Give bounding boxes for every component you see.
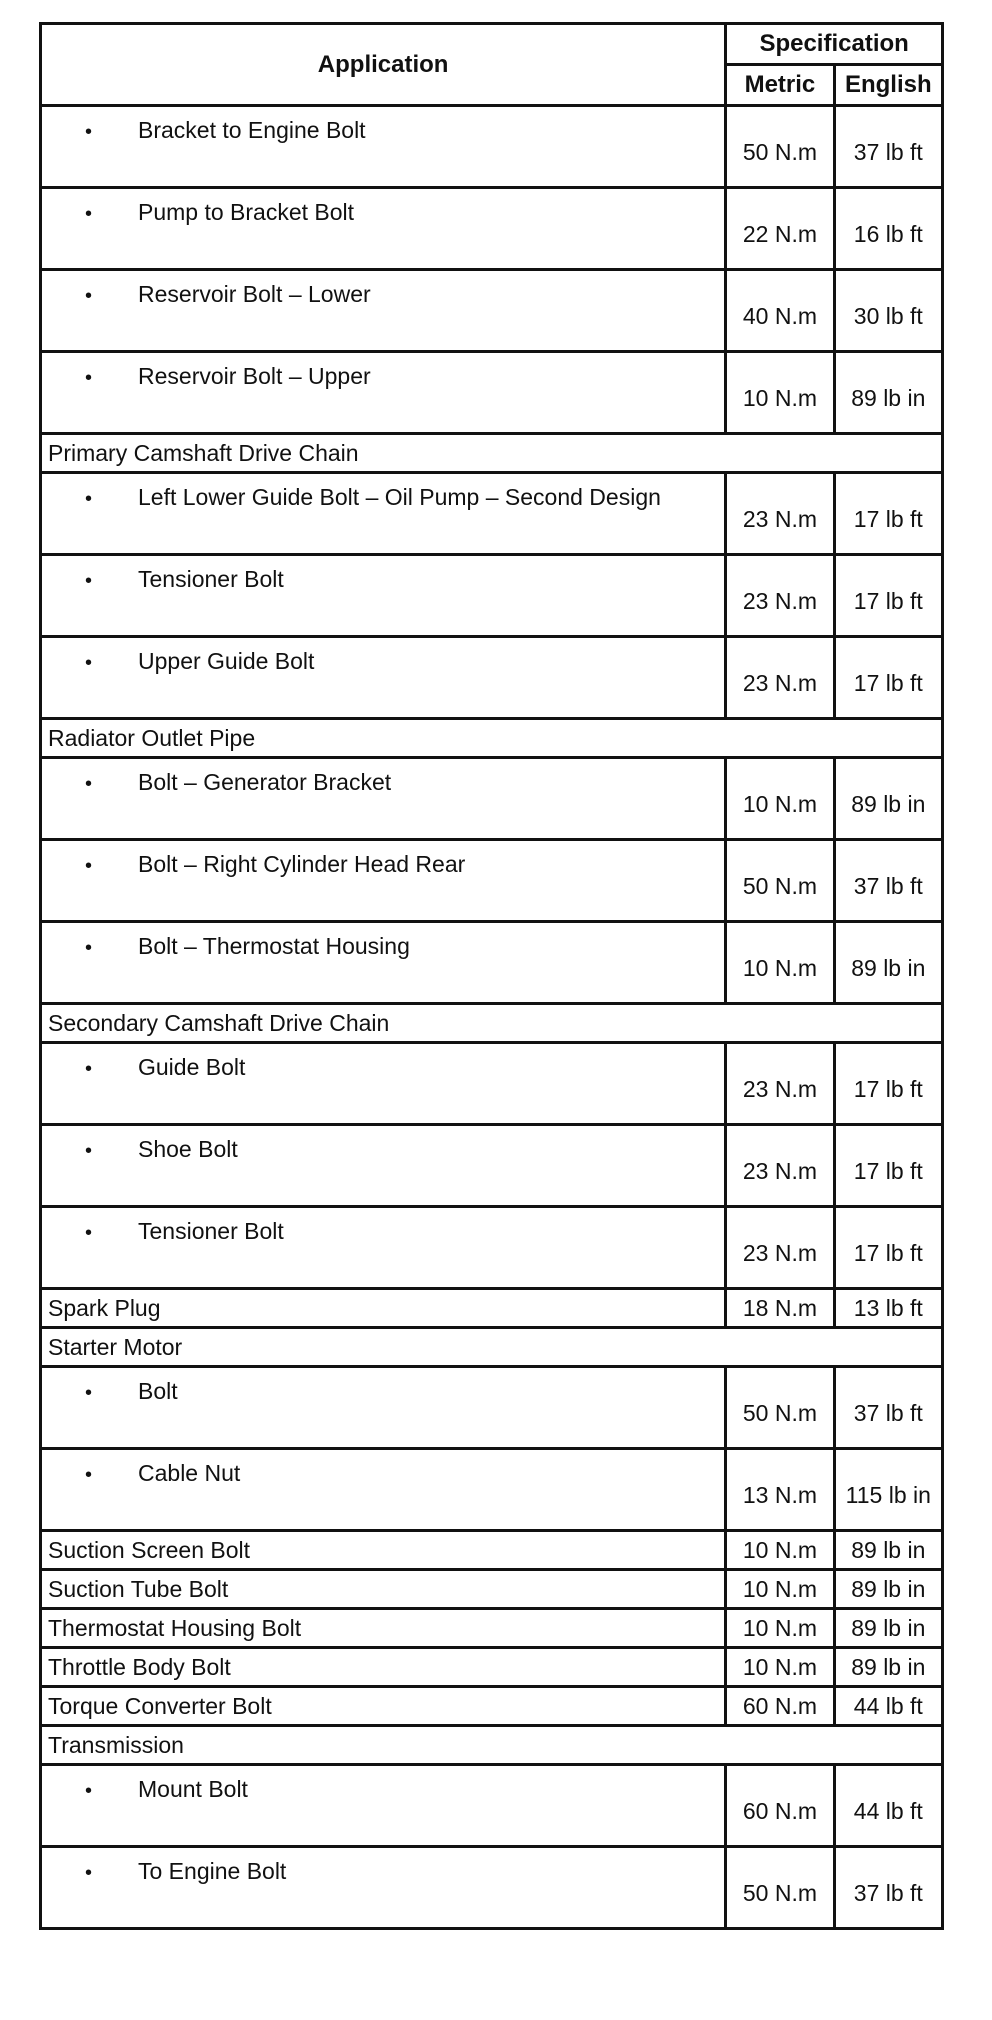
table-row <box>41 1847 943 1929</box>
english-value: 13 lb ft <box>834 1289 942 1328</box>
bullet-dot-icon: • <box>84 285 92 307</box>
section-heading: Radiator Outlet Pipe <box>41 719 943 758</box>
table-row <box>41 1207 943 1289</box>
bullet-dot-icon: • <box>84 773 92 795</box>
table-row <box>41 1125 943 1207</box>
metric-value: 10 N.m <box>726 758 834 840</box>
application-label: Torque Converter Bolt <box>41 1687 726 1726</box>
application-cell <box>41 1207 726 1289</box>
application-label: Throttle Body Bolt <box>41 1648 726 1687</box>
application-cell <box>41 188 726 270</box>
english-value: 17 lb ft <box>834 473 942 555</box>
english-value: 89 lb in <box>834 922 942 1004</box>
application-label: Left Lower Guide Bolt – Oil Pump – Second Design <box>138 484 661 510</box>
metric-value: 10 N.m <box>726 1648 834 1687</box>
table-row <box>41 1449 943 1531</box>
application-cell <box>41 840 726 922</box>
bullet-dot-icon: • <box>84 937 92 959</box>
metric-value: 10 N.m <box>726 1609 834 1648</box>
application-label: Mount Bolt <box>138 1776 248 1802</box>
bullet-item <box>42 1368 724 1405</box>
metric-value: 23 N.m <box>726 637 834 719</box>
bullet-item <box>42 1450 724 1487</box>
section-heading: Starter Motor <box>41 1328 943 1367</box>
metric-value: 50 N.m <box>726 1367 834 1449</box>
table-row <box>41 1367 943 1449</box>
application-label: Shoe Bolt <box>138 1136 238 1162</box>
section-heading: Transmission <box>41 1726 943 1765</box>
metric-value: 22 N.m <box>726 188 834 270</box>
table-row <box>41 555 943 637</box>
metric-value: 10 N.m <box>726 1570 834 1609</box>
english-value: 17 lb ft <box>834 1043 942 1125</box>
metric-value: 50 N.m <box>726 106 834 188</box>
application-cell <box>41 270 726 352</box>
bullet-dot-icon: • <box>84 1464 92 1486</box>
metric-value: 23 N.m <box>726 1207 834 1289</box>
bullet-dot-icon: • <box>84 1780 92 1802</box>
bullet-dot-icon: • <box>84 570 92 592</box>
application-label: Reservoir Bolt – Lower <box>138 281 371 307</box>
application-label: Spark Plug <box>41 1289 726 1328</box>
metric-value: 23 N.m <box>726 1125 834 1207</box>
bullet-dot-icon: • <box>84 1140 92 1162</box>
english-value: 37 lb ft <box>834 1367 942 1449</box>
english-value: 17 lb ft <box>834 555 942 637</box>
application-cell <box>41 1367 726 1449</box>
section-heading: Secondary Camshaft Drive Chain <box>41 1004 943 1043</box>
application-cell <box>41 1125 726 1207</box>
application-label: Bolt <box>138 1378 178 1404</box>
metric-value: 10 N.m <box>726 352 834 434</box>
application-label: Tensioner Bolt <box>138 1218 284 1244</box>
english-value: 89 lb in <box>834 1531 942 1570</box>
bullet-dot-icon: • <box>84 855 92 877</box>
application-label: Bracket to Engine Bolt <box>138 117 366 143</box>
application-label: Bolt – Generator Bracket <box>138 769 392 795</box>
table-row <box>41 106 943 188</box>
metric-value: 10 N.m <box>726 1531 834 1570</box>
bullet-dot-icon: • <box>84 121 92 143</box>
header-row-top <box>41 24 943 65</box>
bullet-item <box>42 1044 724 1081</box>
english-value: 16 lb ft <box>834 188 942 270</box>
application-cell <box>41 1765 726 1847</box>
metric-value: 23 N.m <box>726 473 834 555</box>
english-value: 17 lb ft <box>834 1125 942 1207</box>
application-cell <box>41 555 726 637</box>
application-label: Upper Guide Bolt <box>138 648 315 674</box>
bullet-item <box>42 474 724 511</box>
bullet-item <box>42 923 724 960</box>
metric-value: 23 N.m <box>726 1043 834 1125</box>
application-cell <box>41 106 726 188</box>
bullet-dot-icon: • <box>84 1382 92 1404</box>
table-row <box>41 1609 943 1648</box>
english-value: 89 lb in <box>834 1648 942 1687</box>
table-row <box>41 352 943 434</box>
section-row <box>41 1726 943 1765</box>
english-value: 115 lb in <box>834 1449 942 1531</box>
section-row <box>41 1328 943 1367</box>
bullet-item <box>42 841 724 878</box>
metric-value: 60 N.m <box>726 1765 834 1847</box>
section-heading: Primary Camshaft Drive Chain <box>41 434 943 473</box>
application-label: Reservoir Bolt – Upper <box>138 363 371 389</box>
english-value: 44 lb ft <box>834 1765 942 1847</box>
application-label: Guide Bolt <box>138 1054 246 1080</box>
bullet-dot-icon: • <box>84 203 92 225</box>
table-row <box>41 1765 943 1847</box>
application-label: Suction Tube Bolt <box>41 1570 726 1609</box>
bullet-item <box>42 638 724 675</box>
specification-header: Specification <box>726 24 943 65</box>
bullet-dot-icon: • <box>84 1222 92 1244</box>
english-value: 44 lb ft <box>834 1687 942 1726</box>
application-cell <box>41 758 726 840</box>
application-label: To Engine Bolt <box>138 1858 287 1884</box>
bullet-dot-icon: • <box>84 367 92 389</box>
application-cell <box>41 1043 726 1125</box>
metric-value: 50 N.m <box>726 840 834 922</box>
english-value: 89 lb in <box>834 1609 942 1648</box>
application-cell <box>41 1449 726 1531</box>
metric-value: 60 N.m <box>726 1687 834 1726</box>
table-row <box>41 758 943 840</box>
bullet-item <box>42 189 724 226</box>
metric-value: 10 N.m <box>726 922 834 1004</box>
bullet-item <box>42 759 724 796</box>
table-row <box>41 840 943 922</box>
english-value: 17 lb ft <box>834 1207 942 1289</box>
application-cell <box>41 1847 726 1929</box>
english-value: 89 lb in <box>834 758 942 840</box>
application-label: Bolt – Thermostat Housing <box>138 933 410 959</box>
section-row <box>41 719 943 758</box>
bullet-item <box>42 556 724 593</box>
table-row <box>41 922 943 1004</box>
bullet-dot-icon: • <box>84 1862 92 1884</box>
bullet-item <box>42 1848 724 1885</box>
application-cell <box>41 637 726 719</box>
english-value: 17 lb ft <box>834 637 942 719</box>
table-row <box>41 1531 943 1570</box>
bullet-item <box>42 1766 724 1803</box>
metric-value: 40 N.m <box>726 270 834 352</box>
metric-value: 50 N.m <box>726 1847 834 1929</box>
application-label: Cable Nut <box>138 1460 241 1486</box>
application-label: Tensioner Bolt <box>138 566 284 592</box>
english-value: 37 lb ft <box>834 1847 942 1929</box>
bullet-item <box>42 271 724 308</box>
bullet-item <box>42 1208 724 1245</box>
metric-value: 23 N.m <box>726 555 834 637</box>
table-row <box>41 637 943 719</box>
table-row <box>41 473 943 555</box>
bullet-dot-icon: • <box>84 1058 92 1080</box>
section-row <box>41 1004 943 1043</box>
table-row <box>41 188 943 270</box>
application-cell <box>41 352 726 434</box>
bullet-dot-icon: • <box>84 488 92 510</box>
application-label: Bolt – Right Cylinder Head Rear <box>138 851 466 877</box>
application-label: Suction Screen Bolt <box>41 1531 726 1570</box>
metric-value: 18 N.m <box>726 1289 834 1328</box>
table-row <box>41 1289 943 1328</box>
application-cell <box>41 473 726 555</box>
application-cell <box>41 922 726 1004</box>
application-label: Thermostat Housing Bolt <box>41 1609 726 1648</box>
table-row <box>41 270 943 352</box>
table-header <box>41 24 943 106</box>
english-value: 37 lb ft <box>834 840 942 922</box>
table-row <box>41 1648 943 1687</box>
bullet-item <box>42 1126 724 1163</box>
metric-value: 13 N.m <box>726 1449 834 1531</box>
bullet-dot-icon: • <box>84 652 92 674</box>
table-row <box>41 1570 943 1609</box>
english-header: English <box>834 65 942 106</box>
application-header: Application <box>41 24 726 106</box>
section-row <box>41 434 943 473</box>
table-row <box>41 1687 943 1726</box>
bullet-item <box>42 353 724 390</box>
bullet-item <box>42 107 724 144</box>
table-body <box>41 106 943 1929</box>
english-value: 37 lb ft <box>834 106 942 188</box>
english-value: 30 lb ft <box>834 270 942 352</box>
application-label: Pump to Bracket Bolt <box>138 199 355 225</box>
english-value: 89 lb in <box>834 352 942 434</box>
table-row <box>41 1043 943 1125</box>
english-value: 89 lb in <box>834 1570 942 1609</box>
metric-header: Metric <box>726 65 834 106</box>
torque-spec-table <box>39 22 944 1930</box>
